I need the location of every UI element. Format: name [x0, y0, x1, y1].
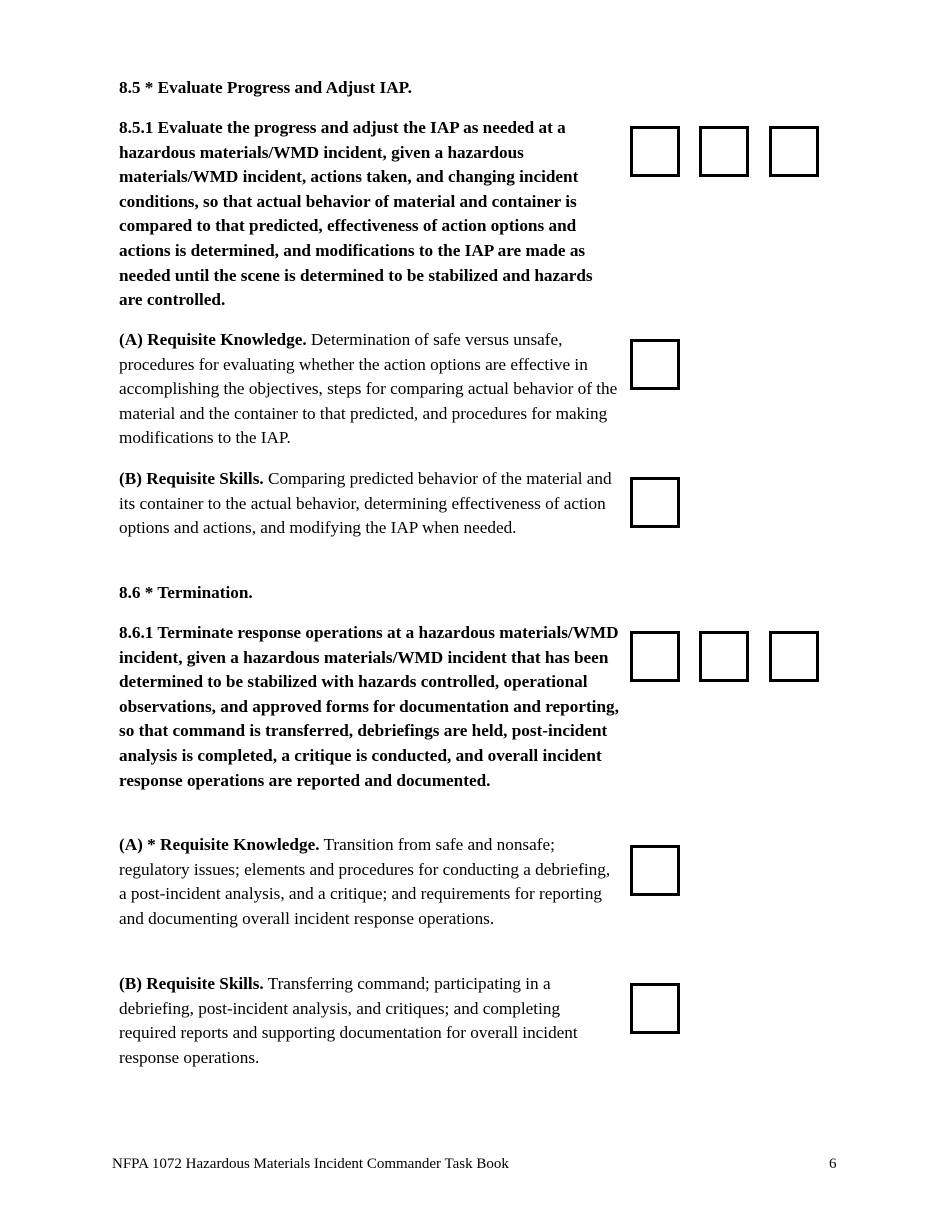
knowledge-label: (A) Requisite Knowledge.: [119, 330, 307, 349]
knowledge-text: Determination of safe versus unsafe, procedures for evaluating whether the action options are effective in accomplishing the objectives, steps for comparing actual behavior of the material and the container to that predicted, and procedures for making modifications to the IAP.: [119, 330, 618, 448]
checkbox-8-6-1-skills[interactable]: [630, 983, 680, 1034]
knowledge-text: Transition from safe and nonsafe; regulatory issues; elements and procedures for conducting a debriefing, a post-incident analysis, and a critique; and requirements for reporting and documenting overall incident response operations.: [119, 835, 611, 928]
checkbox-8-6-1-b[interactable]: [699, 631, 749, 682]
footer-page-number: 6: [829, 1156, 837, 1172]
checkbox-8-5-1-b[interactable]: [699, 126, 749, 177]
knowledge-paragraph-8-5-1: [119, 328, 619, 451]
footer-title: NFPA 1072 Hazardous Materials Incident Commander Task Book: [112, 1156, 509, 1172]
checkbox-8-5-1-a[interactable]: [630, 126, 680, 177]
skills-label: (B) Requisite Skills.: [119, 469, 264, 488]
requirement-8-6-1: 8.6.1 Terminate response operations at a hazardous materials/WMD incident, given a hazardous materials/WMD incident that has been determined to be stabilized with hazards controlled, operational observations, and approved forms for documentation and reporting, so that command is transferred, debriefings are held, post-incident analysis is completed, a critique is conducted, and overall incident response operations are reported and documented.: [119, 623, 619, 790]
checkbox-8-6-1-c[interactable]: [769, 631, 819, 682]
checkbox-8-5-1-c[interactable]: [769, 126, 819, 177]
requirement-8-5-1: 8.5.1 Evaluate the progress and adjust the IAP as needed at a hazardous materials/WMD incident, given a hazardous materials/WMD incident, actions taken, and changing incident conditions, so that actual behavior of material and container is compared to that predicted, effectiveness of action options and actions is determined, and modifications to the IAP are made as needed until the scene is determined to be stabilized and hazards are controlled.: [119, 118, 593, 310]
skills-paragraph-8-5-1: [119, 467, 619, 541]
checkbox-8-6-1-knowledge[interactable]: [630, 845, 680, 896]
checkbox-8-5-1-skills[interactable]: [630, 477, 680, 528]
skills-label: (B) Requisite Skills.: [119, 974, 264, 993]
section-heading-8-6: 8.6 * Termination.: [119, 583, 253, 602]
knowledge-paragraph-8-6-1: [119, 833, 619, 931]
skills-paragraph-8-6-1: [119, 972, 619, 1070]
knowledge-label: (A) * Requisite Knowledge.: [119, 835, 320, 854]
checkbox-8-6-1-a[interactable]: [630, 631, 680, 682]
checkbox-8-5-1-knowledge[interactable]: [630, 339, 680, 390]
skills-text: Transferring command; participating in a debriefing, post-incident analysis, and critiques; and completing required reports and supporting documentation for overall incident response operations.: [119, 974, 578, 1067]
section-heading-8-5: 8.5 * Evaluate Progress and Adjust IAP.: [119, 78, 412, 97]
skills-text: Comparing predicted behavior of the material and its container to the actual behavior, determining effectiveness of action options and actions, and modifying the IAP when needed.: [119, 469, 612, 538]
